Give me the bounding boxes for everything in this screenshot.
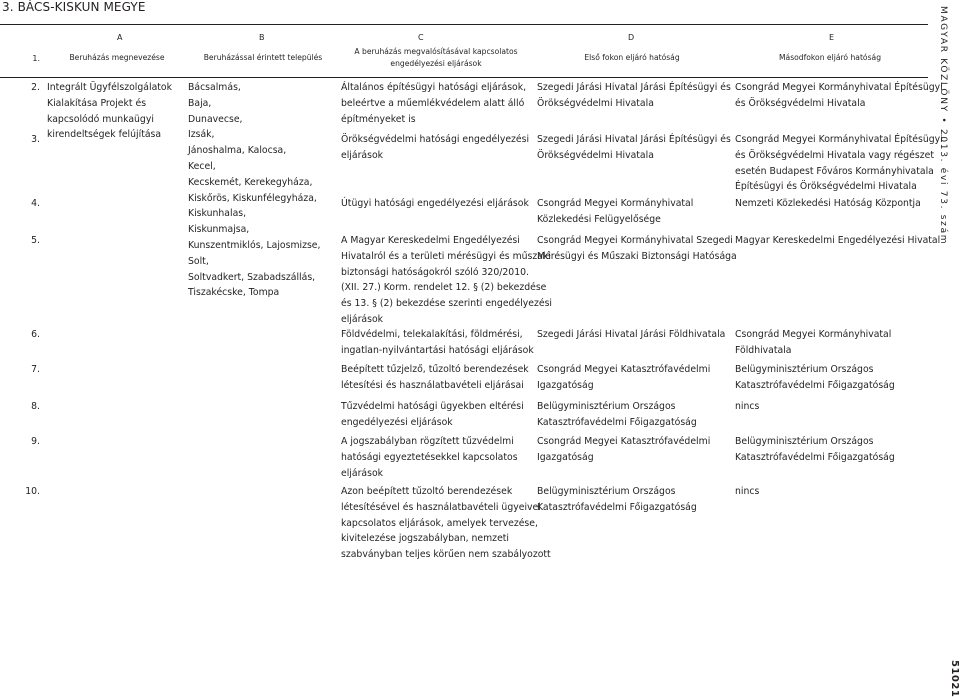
journal-side-label: MAGYAR KÖZLÖNY • 2013. évi 73. szám: [938, 6, 948, 246]
settlement-line: Kecskemét, Kerekegyháza,: [188, 176, 313, 188]
row-number: 9.: [31, 436, 40, 447]
first-instance-authority-line: Igazgatóság: [537, 379, 594, 391]
settlement-line: Bácsalmás,: [188, 82, 241, 93]
column-header: [47, 52, 187, 64]
column-letter: D: [628, 33, 635, 42]
procedure-line: biztonsági hatóságokról szóló 320/2010.: [341, 266, 529, 278]
second-instance-authority-line: esetén Budapest Főváros Kormányhivatala: [735, 165, 934, 177]
column-header: [537, 52, 727, 64]
row-number: 1.: [32, 54, 40, 63]
procedure-line: hatósági egyeztetésekkel kapcsolatos: [341, 451, 518, 463]
table-header-rule: [0, 77, 928, 78]
row-number: 8.: [31, 401, 40, 412]
procedure-cell: [341, 484, 551, 563]
procedure-line: létesítési és használatbavételi eljárásai: [341, 379, 524, 391]
first-instance-authority-line: Csongrád Megyei Katasztrófavédelmi: [537, 436, 711, 447]
second-instance-authority-line: Belügyminisztérium Országos: [735, 364, 874, 375]
procedure-cell: [341, 399, 524, 431]
second-instance-authority-line: Csongrád Megyei Kormányhivatal Építésügyi: [735, 82, 943, 93]
side-strip: [931, 0, 960, 691]
procedure-line: létesítésével és használatbavételi ügyeivel: [341, 501, 541, 513]
project-name-line: kapcsolódó munkaügyi: [47, 113, 154, 125]
procedure-line: kivitelezése jogszabályban, nemzeti: [341, 533, 510, 545]
column-header: [188, 52, 338, 64]
settlement-line: Jánoshalma, Kalocsa,: [188, 145, 287, 157]
second-instance-authority-line: Csongrád Megyei Kormányhivatal Építésügyi: [735, 134, 943, 145]
second-instance-authority-line: és Örökségvédelmi Hivatala: [735, 97, 866, 109]
row-number: 2.: [31, 82, 40, 93]
procedure-cell: [341, 434, 518, 481]
page-number: 51021: [949, 660, 960, 697]
row-number: 6.: [31, 329, 40, 340]
settlement-line: Izsák,: [188, 129, 215, 141]
second-instance-authority-line: és Örökségvédelmi Hivatala vagy régészet: [735, 149, 934, 161]
second-instance-authority-cell: [735, 80, 943, 112]
second-instance-authority-line: Katasztrófavédelmi Főigazgatóság: [735, 451, 895, 463]
second-instance-authority-line: nincs: [735, 486, 760, 497]
procedure-line: Hivatalról és a területi mérésügyi és műszaki: [341, 250, 551, 262]
second-instance-authority-cell: [735, 327, 891, 359]
first-instance-authority-line: Csongrád Megyei Katasztrófavédelmi: [537, 364, 711, 375]
second-instance-authority-line: Csongrád Megyei Kormányhivatal: [735, 329, 892, 340]
procedure-line: Örökségvédelmi hatósági engedélyezési: [341, 134, 530, 145]
procedure-cell: [341, 327, 534, 359]
settlement-line: Kiskunhalas,: [188, 208, 247, 220]
second-instance-authority-cell: [735, 434, 895, 466]
procedure-cell: [341, 362, 529, 394]
settlements-cell: [188, 80, 320, 301]
procedure-line: Általános építésügyi hatósági eljárások,: [341, 82, 527, 93]
settlement-line: Kiskőrös, Kiskunfélegyháza,: [188, 192, 317, 204]
procedure-line: Beépített tűzjelző, tűzoltó berendezések: [341, 364, 529, 375]
project-name-line: kirendeltségek felújítása: [47, 129, 162, 141]
second-instance-authority-line: nincs: [735, 401, 760, 412]
second-instance-authority-line: Belügyminisztérium Országos: [735, 436, 874, 447]
first-instance-authority-line: Belügyminisztérium Országos: [537, 486, 676, 497]
row-number: 10.: [25, 486, 40, 497]
settlement-line: Soltvadkert, Szabadszállás,: [188, 271, 316, 283]
page-title: 3. BÁCS-KISKUN MEGYE: [2, 0, 146, 14]
project-name-line: Kialakítása Projekt és: [47, 97, 147, 109]
procedure-line: szabványban teljes körűen nem szabályozott: [341, 549, 551, 561]
procedure-line: ingatlan-nyilvántartási hatósági eljárások: [341, 344, 534, 356]
procedure-line: eljárások: [341, 467, 384, 479]
procedure-cell: [341, 80, 526, 127]
second-instance-authority-cell: [735, 362, 895, 394]
first-instance-authority-line: Igazgatóság: [537, 451, 594, 463]
procedure-line: A jogszabályban rögzített tűzvédelmi: [341, 436, 514, 447]
second-instance-authority-cell: [735, 132, 943, 195]
first-instance-authority-line: Belügyminisztérium Országos: [537, 401, 676, 412]
first-instance-authority-line: Mérésügyi és Műszaki Biztonsági Hatósága: [537, 250, 737, 262]
row-number: 7.: [31, 364, 40, 375]
row-number: 4.: [31, 198, 40, 209]
first-instance-authority-line: Katasztrófavédelmi Főigazgatóság: [537, 501, 697, 513]
settlement-line: Kecel,: [188, 160, 216, 172]
column-header-line: Első fokon eljáró hatóság: [584, 53, 680, 62]
first-instance-authority-line: Csongrád Megyei Kormányhivatal Szegedi: [537, 235, 733, 246]
procedure-cell: [341, 132, 529, 164]
first-instance-authority-cell: [537, 484, 697, 516]
procedure-line: Útügyi hatósági engedélyezési eljárások: [341, 198, 529, 209]
first-instance-authority-cell: [537, 362, 710, 394]
column-header-line: Beruházással érintett település: [203, 53, 323, 62]
settlement-line: Kiskunmajsa,: [188, 224, 250, 236]
first-instance-authority-line: Közlekedési Felügyelősége: [537, 213, 661, 225]
procedure-line: A Magyar Kereskedelmi Engedélyezési: [341, 235, 520, 246]
row-number: 3.: [31, 134, 40, 145]
first-instance-authority-line: Örökségvédelmi Hivatala: [537, 97, 654, 109]
header-rule: [0, 24, 928, 25]
first-instance-authority-cell: [537, 196, 693, 228]
second-instance-authority-cell: [735, 399, 759, 415]
procedure-line: engedélyezési eljárások: [341, 416, 453, 428]
procedure-line: építményeket is: [341, 113, 416, 125]
project-name-cell: [47, 80, 172, 143]
procedure-line: Azon beépített tűzoltó berendezések: [341, 486, 513, 497]
column-letter: E: [829, 33, 835, 42]
first-instance-authority-line: Katasztrófavédelmi Főigazgatóság: [537, 416, 697, 428]
first-instance-authority-cell: [537, 80, 731, 112]
column-letter: B: [259, 33, 265, 42]
row-number: 5.: [31, 235, 40, 246]
first-instance-authority-line: Szegedi Járási Hivatal Járási Földhivatala: [537, 329, 726, 340]
first-instance-authority-cell: [537, 327, 725, 343]
second-instance-authority-cell: [735, 196, 921, 212]
first-instance-authority-line: Szegedi Járási Hivatal Járási Építésügyi és: [537, 82, 731, 93]
column-letter: A: [117, 33, 123, 42]
first-instance-authority-line: Csongrád Megyei Kormányhivatal: [537, 198, 694, 209]
column-letter: C: [418, 33, 424, 42]
second-instance-authority-line: Magyar Kereskedelmi Engedélyezési Hivatal: [735, 235, 941, 246]
project-name-line: Integrált Ügyfélszolgálatok: [47, 82, 172, 93]
second-instance-authority-line: Nemzeti Közlekedési Hatóság Központja: [735, 198, 921, 209]
procedure-line: eljárások: [341, 149, 384, 161]
column-header: [341, 46, 531, 70]
procedure-cell: [341, 233, 552, 328]
column-header-line: Beruházás megnevezése: [69, 53, 165, 62]
second-instance-authority-line: Földhivatala: [735, 344, 792, 356]
first-instance-authority-line: Örökségvédelmi Hivatala: [537, 149, 654, 161]
first-instance-authority-cell: [537, 132, 731, 164]
procedure-line: kapcsolatos eljárások, amelyek tervezése,: [341, 517, 538, 529]
procedure-line: (XII. 27.) Korm. rendelet 12. § (2) bekezdése: [341, 282, 547, 294]
procedure-cell: [341, 196, 529, 212]
settlement-line: Solt,: [188, 255, 209, 267]
second-instance-authority-line: Építésügyi és Örökségvédelmi Hivatala: [735, 181, 917, 193]
settlement-line: Kunszentmiklós, Lajosmizse,: [188, 239, 321, 251]
second-instance-authority-line: Katasztrófavédelmi Főigazgatóság: [735, 379, 895, 391]
procedure-line: Tűzvédelmi hatósági ügyekben eltérési: [341, 401, 524, 412]
settlement-line: Dunavecse,: [188, 113, 243, 125]
procedure-line: beleértve a műemlékvédelem alatt álló: [341, 97, 525, 109]
first-instance-authority-cell: [537, 233, 737, 265]
settlement-line: Tiszakécske, Tompa: [188, 287, 280, 299]
second-instance-authority-cell: [735, 233, 940, 249]
column-header-line: Másodfokon eljáró hatóság: [778, 53, 882, 62]
column-header-line: engedélyezési eljárások: [390, 59, 482, 68]
first-instance-authority-cell: [537, 399, 697, 431]
column-header: [735, 52, 925, 64]
procedure-line: Földvédelmi, telekalakítási, földmérési,: [341, 329, 523, 340]
second-instance-authority-cell: [735, 484, 759, 500]
procedure-line: eljárások: [341, 313, 384, 325]
column-header-line: A beruházás megvalósításával kapcsolatos: [354, 47, 518, 56]
procedure-line: és 13. § (2) bekezdése szerinti engedélyezési: [341, 298, 553, 310]
first-instance-authority-line: Szegedi Járási Hivatal Járási Építésügyi és: [537, 134, 731, 145]
settlement-line: Baja,: [188, 97, 212, 109]
first-instance-authority-cell: [537, 434, 710, 466]
